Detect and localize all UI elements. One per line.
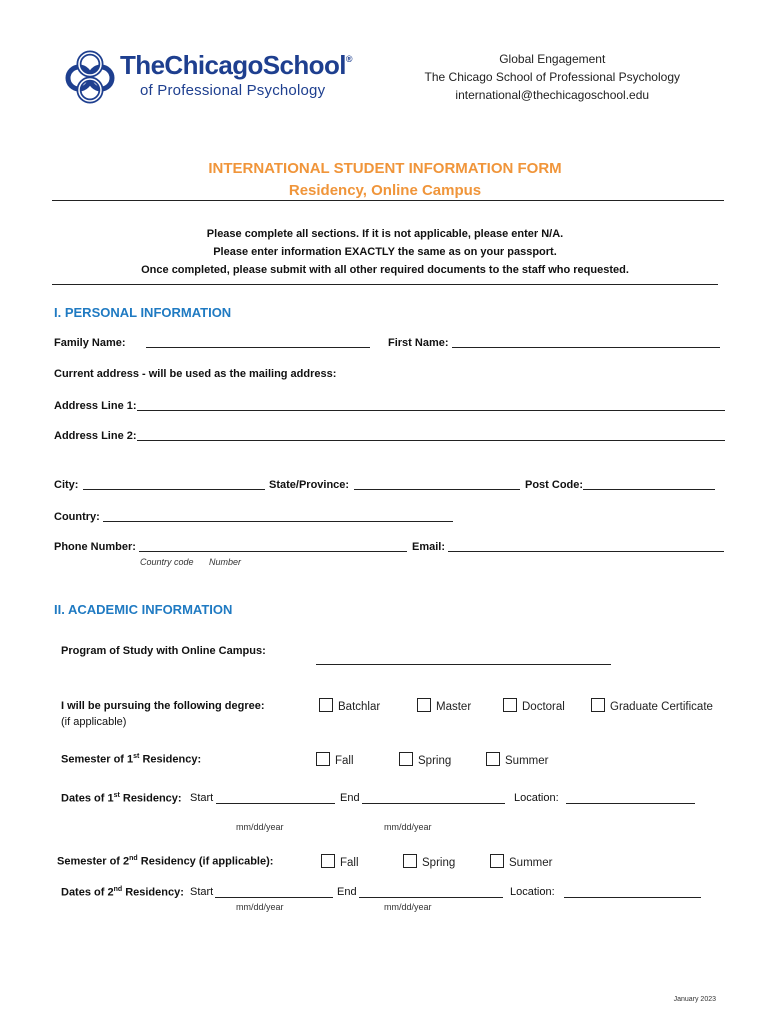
- dates2-end-label: End: [337, 886, 357, 898]
- logo-name: TheChicagoSchool®: [120, 50, 352, 80]
- checkbox[interactable]: [503, 698, 517, 712]
- semester2-label: Semester of 2nd Residency (if applicable):: [57, 855, 274, 868]
- dates1-location-label: Location:: [514, 792, 559, 804]
- dates2-location-field[interactable]: [564, 897, 701, 898]
- state-label: State/Province:: [269, 479, 350, 491]
- form-subtitle: Residency, Online Campus: [288, 182, 482, 199]
- school-logo: [64, 46, 352, 106]
- instruction-line: Once completed, please submit with all other required documents to the staff who requested.: [141, 264, 629, 276]
- logo-subtitle: of Professional Psychology: [140, 82, 326, 99]
- semester1-summer[interactable]: Summer: [486, 752, 548, 767]
- contact-email: international@thechicagoschool.edu: [455, 88, 650, 102]
- section-personal-heading: I. PERSONAL INFORMATION: [54, 305, 232, 320]
- dates1-start-format: mm/dd/year: [236, 822, 284, 832]
- dates2-location-label: Location:: [510, 886, 555, 898]
- degree-option-doctoral[interactable]: Doctoral: [503, 698, 565, 713]
- dates1-start-label: Start: [190, 792, 214, 804]
- instruction-line: Please complete all sections. If it is not applicable, please enter N/A.: [206, 228, 564, 240]
- checkbox[interactable]: [417, 698, 431, 712]
- dates1-location-field[interactable]: [566, 803, 695, 804]
- number-hint: Number: [209, 557, 242, 567]
- checkbox[interactable]: [490, 854, 504, 868]
- email-label: Email:: [412, 541, 446, 553]
- checkbox[interactable]: [321, 854, 335, 868]
- dates1-start-field[interactable]: [216, 803, 335, 804]
- footer-date: January 2023: [673, 996, 716, 1003]
- current-address-label: Current address - will be used as the mailing address:: [54, 368, 337, 380]
- phone-field[interactable]: [139, 551, 407, 552]
- program-label: Program of Study with Online Campus:: [61, 645, 266, 657]
- first-name-label: First Name:: [388, 337, 449, 349]
- checkbox[interactable]: [319, 698, 333, 712]
- degree-if-applicable: (if applicable): [61, 716, 127, 728]
- semester2-spring[interactable]: Spring: [403, 854, 455, 869]
- country-label: Country:: [54, 511, 100, 523]
- family-name-label: Family Name:: [54, 337, 126, 349]
- title-divider: [52, 200, 724, 201]
- address-line2-field[interactable]: [137, 440, 725, 441]
- dates2-label: Dates of 2nd Residency:: [61, 886, 184, 899]
- family-name-field[interactable]: [146, 347, 370, 348]
- dates2-start-label: Start: [190, 886, 214, 898]
- dates1-end-format: mm/dd/year: [384, 822, 432, 832]
- dates2-end-field[interactable]: [359, 897, 503, 898]
- post-code-label: Post Code:: [525, 479, 584, 491]
- semester1-spring[interactable]: Spring: [399, 752, 451, 767]
- contact-department: Global Engagement: [499, 52, 606, 66]
- semester1-fall[interactable]: Fall: [316, 752, 354, 767]
- address-line1-label: Address Line 1:: [54, 400, 137, 412]
- first-name-field[interactable]: [452, 347, 720, 348]
- form-title: INTERNATIONAL STUDENT INFORMATION FORM: [208, 160, 562, 177]
- contact-school: The Chicago School of Professional Psychology: [424, 70, 680, 84]
- instructions-divider: [52, 284, 718, 285]
- dates1-end-field[interactable]: [362, 803, 505, 804]
- degree-label: I will be pursuing the following degree:: [61, 700, 265, 712]
- checkbox[interactable]: [591, 698, 605, 712]
- degree-option-bachelor[interactable]: Batchlar: [319, 698, 380, 713]
- dates1-label: Dates of 1st Residency:: [61, 792, 182, 805]
- country-field[interactable]: [103, 521, 453, 522]
- dates2-start-field[interactable]: [215, 897, 333, 898]
- section-academic-heading: II. ACADEMIC INFORMATION: [54, 602, 233, 617]
- semester1-label: Semester of 1st Residency:: [61, 753, 202, 766]
- checkbox[interactable]: [399, 752, 413, 766]
- degree-option-master[interactable]: Master: [417, 698, 471, 713]
- contact-block: [425, 50, 680, 104]
- checkbox[interactable]: [403, 854, 417, 868]
- checkbox[interactable]: [316, 752, 330, 766]
- program-field[interactable]: [316, 664, 611, 665]
- dates2-end-format: mm/dd/year: [384, 902, 432, 912]
- country-code-hint: Country code: [140, 557, 194, 567]
- dates1-end-label: End: [340, 792, 360, 804]
- city-label: City:: [54, 479, 79, 491]
- semester2-summer[interactable]: Summer: [490, 854, 552, 869]
- dates2-start-format: mm/dd/year: [236, 902, 284, 912]
- city-field[interactable]: [83, 489, 265, 490]
- checkbox[interactable]: [486, 752, 500, 766]
- address-line2-label: Address Line 2:: [54, 430, 137, 442]
- address-line1-field[interactable]: [137, 410, 725, 411]
- state-field[interactable]: [354, 489, 520, 490]
- degree-option-graduate-certificate[interactable]: Graduate Certificate: [591, 698, 713, 713]
- instructions: [0, 225, 770, 279]
- semester2-fall[interactable]: Fall: [321, 854, 359, 869]
- knot-logo-icon: [64, 48, 116, 104]
- instruction-line: Please enter information EXACTLY the same as on your passport.: [213, 246, 557, 258]
- post-code-field[interactable]: [583, 489, 715, 490]
- email-field[interactable]: [448, 551, 724, 552]
- phone-label: Phone Number:: [54, 541, 136, 553]
